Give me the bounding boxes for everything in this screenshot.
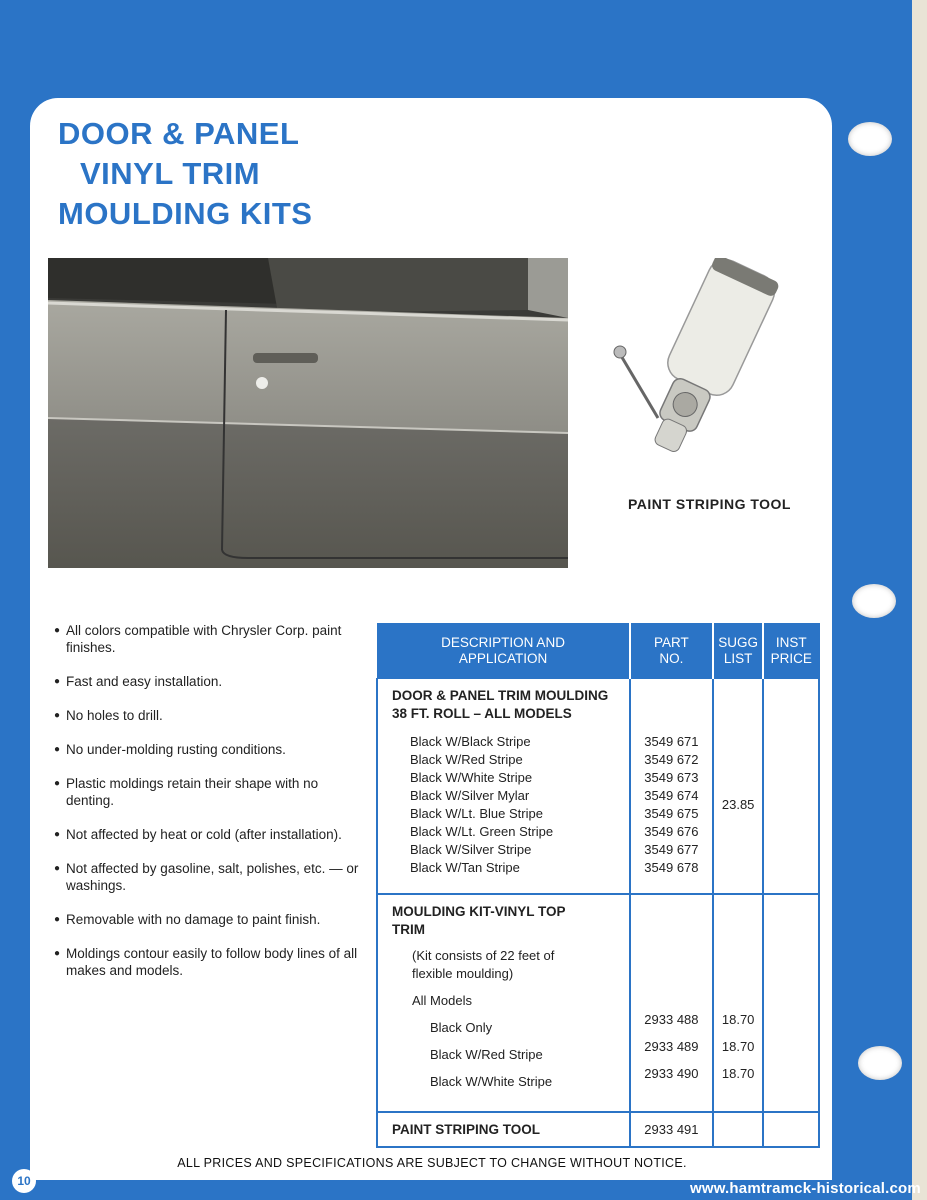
binder-hole-bottom xyxy=(858,1046,902,1080)
binder-hole-middle xyxy=(852,584,896,618)
header-part-line-2: NO. xyxy=(659,651,684,666)
list-item-text: Not affected by gasoline, salt, polishes, etc. — or washings. xyxy=(66,861,359,893)
section2-description xyxy=(377,894,630,1112)
table-row-description: Black W/Lt. Blue Stripe xyxy=(410,806,543,821)
section1-inst-price xyxy=(763,679,819,895)
section3-sugg-list xyxy=(713,1112,763,1147)
title-line-2: VINYL TRIM xyxy=(80,156,261,191)
table-row-description: Black W/Silver Stripe xyxy=(410,842,532,857)
list-item-text: Not affected by heat or cold (after installation). xyxy=(66,827,342,842)
list-item xyxy=(54,826,364,843)
header-inst-price xyxy=(763,624,819,679)
list-item-text: No holes to drill. xyxy=(66,708,163,723)
header-sugg-line-2: LIST xyxy=(723,651,753,666)
bullet-dot: ● xyxy=(54,744,61,755)
header-part-line-1: PART xyxy=(654,635,689,650)
header-description-line-1: DESCRIPTION AND xyxy=(441,635,565,650)
table-row-description: Black W/Black Stripe xyxy=(410,734,531,749)
section2-inst-price xyxy=(763,894,819,1112)
car-door-illustration xyxy=(48,258,568,568)
section1-price: 23.85 xyxy=(721,797,755,812)
footer-notice: ALL PRICES AND SPECIFICATIONS ARE SUBJECT TO CHANGE WITHOUT NOTICE. xyxy=(177,1156,687,1170)
table-row-part-no: 3549 677 xyxy=(644,842,699,857)
header-sugg-line-1: SUGG xyxy=(718,635,759,650)
section2-heading-line-1: MOULDING KIT-VINYL TOP xyxy=(392,904,566,919)
bullet-dot: ● xyxy=(54,778,61,789)
list-item-text: Removable with no damage to paint finish. xyxy=(66,912,321,927)
section1-sugg-list xyxy=(713,679,763,895)
table-row-description: Black W/Red Stripe xyxy=(430,1047,543,1062)
car-door-photo xyxy=(48,258,568,568)
section2-part-numbers xyxy=(630,894,714,1112)
list-item xyxy=(54,911,364,928)
bullet-dot: ● xyxy=(54,625,61,636)
table-row-description: Black W/Red Stripe xyxy=(410,752,523,767)
table-row-description: Black Only xyxy=(430,1020,493,1035)
feature-list xyxy=(54,622,364,996)
list-item-text: No under-molding rusting conditions. xyxy=(66,742,286,757)
list-item xyxy=(54,622,364,656)
list-item xyxy=(54,860,364,894)
header-part-no xyxy=(630,624,714,679)
list-item xyxy=(54,945,364,979)
section2-note-line-2: flexible moulding) xyxy=(412,966,514,981)
table-row-part-no: 3549 674 xyxy=(644,788,699,803)
table-header-row xyxy=(377,624,819,679)
list-item xyxy=(54,775,364,809)
list-item-text: Moldings contour easily to follow body lines of all makes and models. xyxy=(66,946,358,978)
list-item xyxy=(54,707,364,724)
bullet-dot: ● xyxy=(54,863,61,874)
section1-part-numbers xyxy=(630,679,714,895)
table-row-price: 18.70 xyxy=(721,1039,755,1054)
table-row-description: Black W/Lt. Green Stripe xyxy=(410,824,554,839)
header-inst-line-2: PRICE xyxy=(770,651,812,666)
bullet-dot: ● xyxy=(54,829,61,840)
paper-edge xyxy=(912,0,927,1200)
paint-striping-tool-image xyxy=(606,258,786,478)
header-inst-line-1: INST xyxy=(775,635,807,650)
table-row-price: 18.70 xyxy=(721,1012,755,1027)
table-section-vinyl-top xyxy=(377,894,819,1112)
header-description-line-2: APPLICATION xyxy=(458,651,548,666)
binder-hole-top xyxy=(848,122,892,156)
table-row-part-no: 3549 671 xyxy=(644,734,699,749)
table-section-door-panel xyxy=(377,679,819,895)
section1-heading-line-2: 38 FT. ROLL – ALL MODELS xyxy=(392,706,572,721)
section2-heading-line-2: TRIM xyxy=(392,922,425,937)
table-row-part-no: 2933 488 xyxy=(644,1012,699,1027)
bullet-dot: ● xyxy=(54,710,61,721)
table-row-part-no: 3549 675 xyxy=(644,806,699,821)
table-row-description: Black W/Tan Stripe xyxy=(410,860,520,875)
table-row-description: Black W/Silver Mylar xyxy=(410,788,530,803)
bullet-dot: ● xyxy=(54,676,61,687)
table-row-price: 18.70 xyxy=(721,1066,755,1081)
section3-heading: PAINT STRIPING TOOL xyxy=(392,1121,541,1137)
table-section-striping-tool xyxy=(377,1112,819,1147)
header-description xyxy=(377,624,630,679)
page-number: 10 xyxy=(12,1169,36,1193)
table-row-part-no: 3549 678 xyxy=(644,860,699,875)
bullet-dot: ● xyxy=(54,948,61,959)
title-line-3: MOULDING KITS xyxy=(58,196,313,231)
list-item-text: Fast and easy installation. xyxy=(66,674,223,689)
bullet-dot: ● xyxy=(54,914,61,925)
section3-inst-price xyxy=(763,1112,819,1147)
list-item xyxy=(54,741,364,758)
section1-description xyxy=(377,679,630,895)
page-title xyxy=(58,114,313,234)
table-row-part-no: 3549 676 xyxy=(644,824,699,839)
tool-caption: PAINT STRIPING TOOL xyxy=(628,496,791,512)
table-row-part-no: 2933 490 xyxy=(644,1066,699,1081)
section3-description xyxy=(377,1112,630,1147)
table-row-part-no: 3549 672 xyxy=(644,752,699,767)
title-line-1: DOOR & PANEL xyxy=(58,116,300,151)
header-sugg-list xyxy=(713,624,763,679)
parts-table xyxy=(376,623,820,1148)
list-item-text: All colors compatible with Chrysler Corp. paint finishes. xyxy=(66,623,342,655)
section3-part-no: 2933 491 xyxy=(630,1112,714,1147)
paint-striping-tool-illustration xyxy=(606,258,786,478)
watermark: www.hamtramck-historical.com xyxy=(690,1180,921,1197)
section1-heading-line-1: DOOR & PANEL TRIM MOULDING xyxy=(392,688,609,703)
section2-note-line-1: (Kit consists of 22 feet of xyxy=(412,948,555,963)
table-row-part-no: 3549 673 xyxy=(644,770,699,785)
list-item xyxy=(54,673,364,690)
section2-sugg-list xyxy=(713,894,763,1112)
table-row-description: Black W/White Stripe xyxy=(430,1074,553,1089)
section2-models: All Models xyxy=(412,993,472,1008)
list-item-text: Plastic moldings retain their shape with no denting. xyxy=(66,776,319,808)
table-row-description: Black W/White Stripe xyxy=(410,770,533,785)
table-row-part-no: 2933 489 xyxy=(644,1039,699,1054)
